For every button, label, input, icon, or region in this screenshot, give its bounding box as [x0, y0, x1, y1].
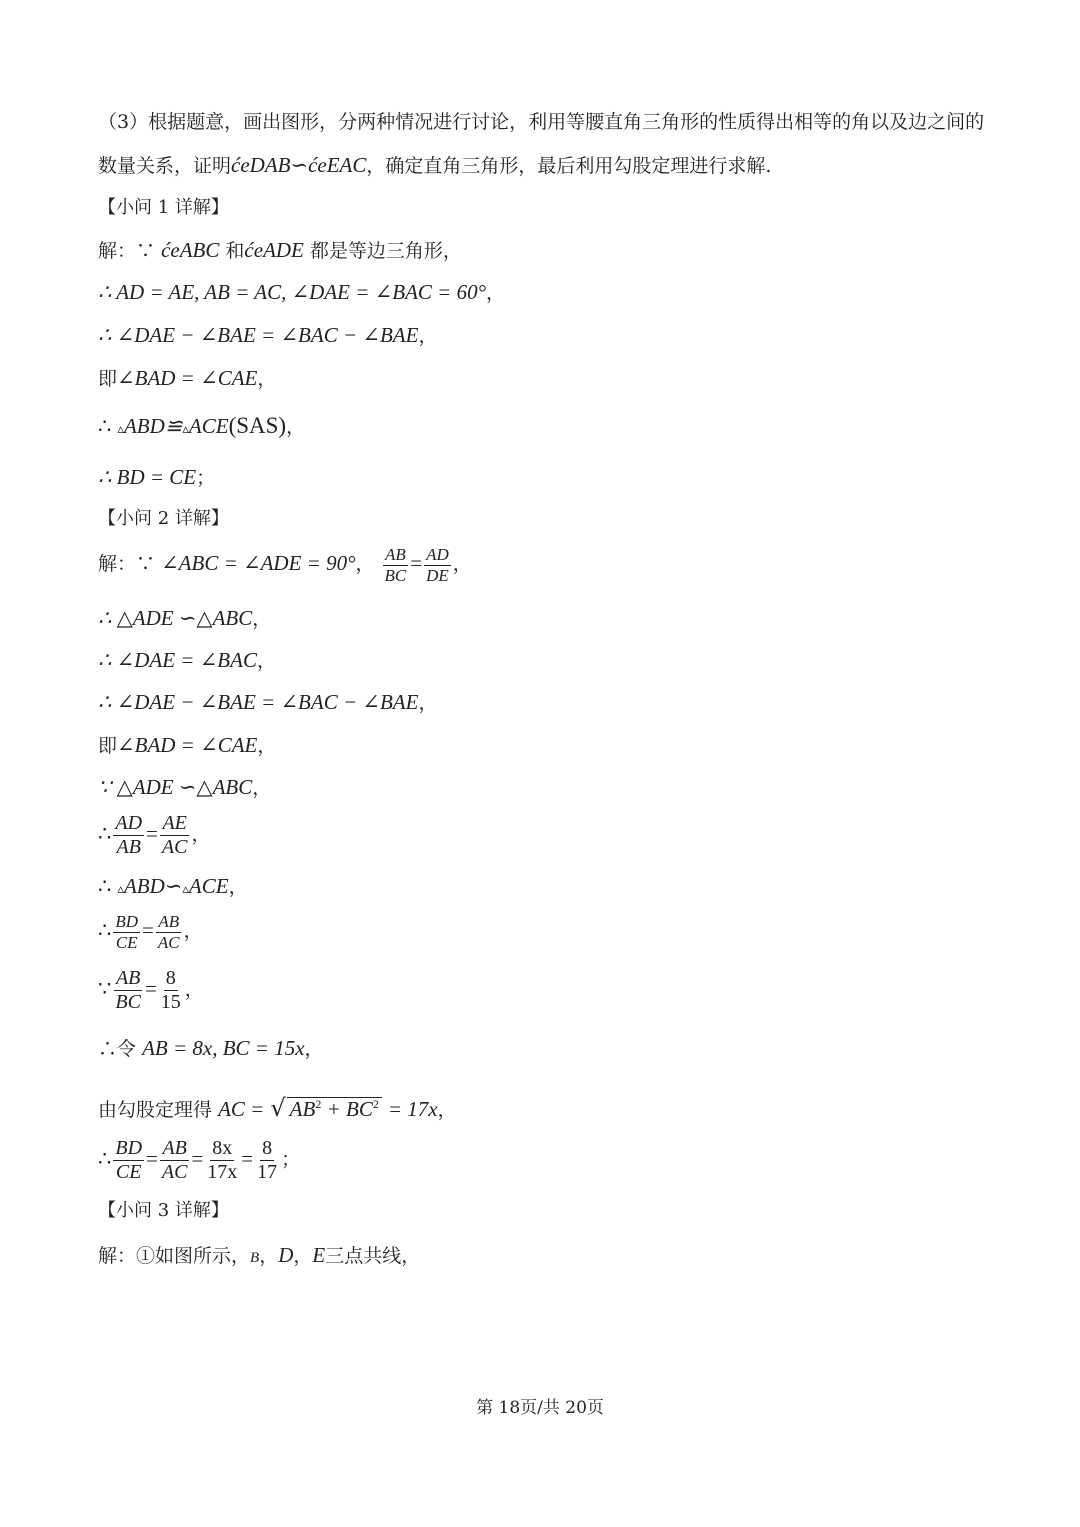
part2-line-13: ∴ $\frac{BD}{CE}$ = $\frac{AB}{AC}$ = $\frac{8x}{17x}$ = $\frac{8}{17}$ ；: [98, 1137, 301, 1183]
fraction-8x-17x: $\frac{8x}{17x}$: [207, 1137, 238, 1183]
fraction-bd-ce: $\frac{BD}{CE}$: [115, 912, 139, 952]
part2-line-5: 即∠BAD = ∠CAE，: [98, 733, 277, 757]
part1-line-4: 即∠BAD = ∠CAE，: [98, 366, 277, 390]
part1-heading: 【小问 1 详解】: [98, 197, 229, 218]
fraction-ad-ab: $\frac{AD}{AB}$: [115, 812, 143, 858]
intro-line-2: [98, 155, 771, 176]
part2-line-7: ∴ $\frac{AD}{AB}$ = $\frac{AE}{AC}$ ，: [98, 812, 211, 858]
part2-line-1: 解：∵ ∠ABC = ∠ADE = 90°， $\frac{AB}{BC}$ = $\frac{AD}{DE}$ ，: [98, 545, 472, 585]
part2-line-2: ∴ △ADE ∽△ABC，: [98, 606, 272, 630]
part2-line-4: ∴ ∠DAE − ∠BAE = ∠BAC − ∠BAE，: [98, 690, 438, 714]
fraction-8-17: $\frac{8}{17}$: [257, 1137, 278, 1183]
intro-line-1: [98, 113, 984, 132]
part2-line-3: ∴ ∠DAE = ∠BAC，: [98, 648, 276, 672]
fraction-8-15: $\frac{8}{15}$: [160, 967, 181, 1013]
part1-line-5: ∴ ▵ABD≌▵ACE(SAS)，: [98, 413, 306, 438]
part1-line-6: ∴ BD = CE；: [98, 465, 216, 489]
fraction-ad-de: $\frac{AD}{DE}$: [426, 545, 449, 585]
part2-line-6: ∵ △ADE ∽△ABC，: [98, 775, 272, 799]
radicand: $AB^2 + BC^2$: [287, 1097, 382, 1120]
fraction-ab-bc-2: $\frac{AB}{BC}$: [115, 967, 141, 1013]
part3-line-1: 解：①如图所示，B，D，E三点共线，: [98, 1243, 421, 1267]
part2-heading: 【小问 2 详解】: [98, 508, 229, 529]
fraction-ab-ac-2: $\frac{AB}{AC}$: [161, 1137, 188, 1183]
fraction-ab-bc: $\frac{AB}{BC}$: [384, 545, 407, 585]
part1-line-3: ∴ ∠DAE − ∠BAE = ∠BAC − ∠BAE，: [98, 323, 438, 347]
part1-line-1: 解：∵ ćeABC 和ćeADE 都是等边三角形，: [98, 238, 462, 262]
part2-line-8: ∴ ▵ABD∽▵ACE，: [98, 874, 248, 898]
part2-line-9: ∴ $\frac{BD}{CE}$ = $\frac{AB}{AC}$ ，: [98, 912, 203, 952]
fraction-ae-ac: $\frac{AE}{AC}$: [161, 812, 188, 858]
part2-line-11: ∴令 AB = 8x, BC = 15x，: [98, 1036, 324, 1060]
fraction-bd-ce-2: $\frac{BD}{CE}$: [115, 1137, 143, 1183]
intro-text-1: （3）根据题意，画出图形，分两种情况进行讨论，利用等腰直角三角形的性质得出相等的角以及边之间的: [98, 111, 985, 133]
intro-math: ćeDAB∽ćeEAC: [231, 153, 367, 177]
part2-line-10: ∵ $\frac{AB}{BC}$ = $\frac{8}{15}$ ，: [98, 967, 204, 1013]
part2-line-12: 由勾股定理得 AC = √ $AB^2 + BC^2 = 17x$，: [98, 1094, 457, 1122]
intro-text-2a: 数量关系，证明: [98, 155, 232, 177]
intro-text-2b: ，确定直角三角形，最后利用勾股定理进行求解.: [366, 155, 772, 177]
part3-heading: 【小问 3 详解】: [98, 1200, 229, 1221]
page-footer: 第 18页/共 20页: [476, 1398, 604, 1418]
sqrt-icon: √: [270, 1094, 286, 1122]
part1-line-2: ∴ AD = AE, AB = AC, ∠DAE = ∠BAC = 60°，: [98, 280, 506, 304]
fraction-ab-ac: $\frac{AB}{AC}$: [157, 912, 180, 952]
